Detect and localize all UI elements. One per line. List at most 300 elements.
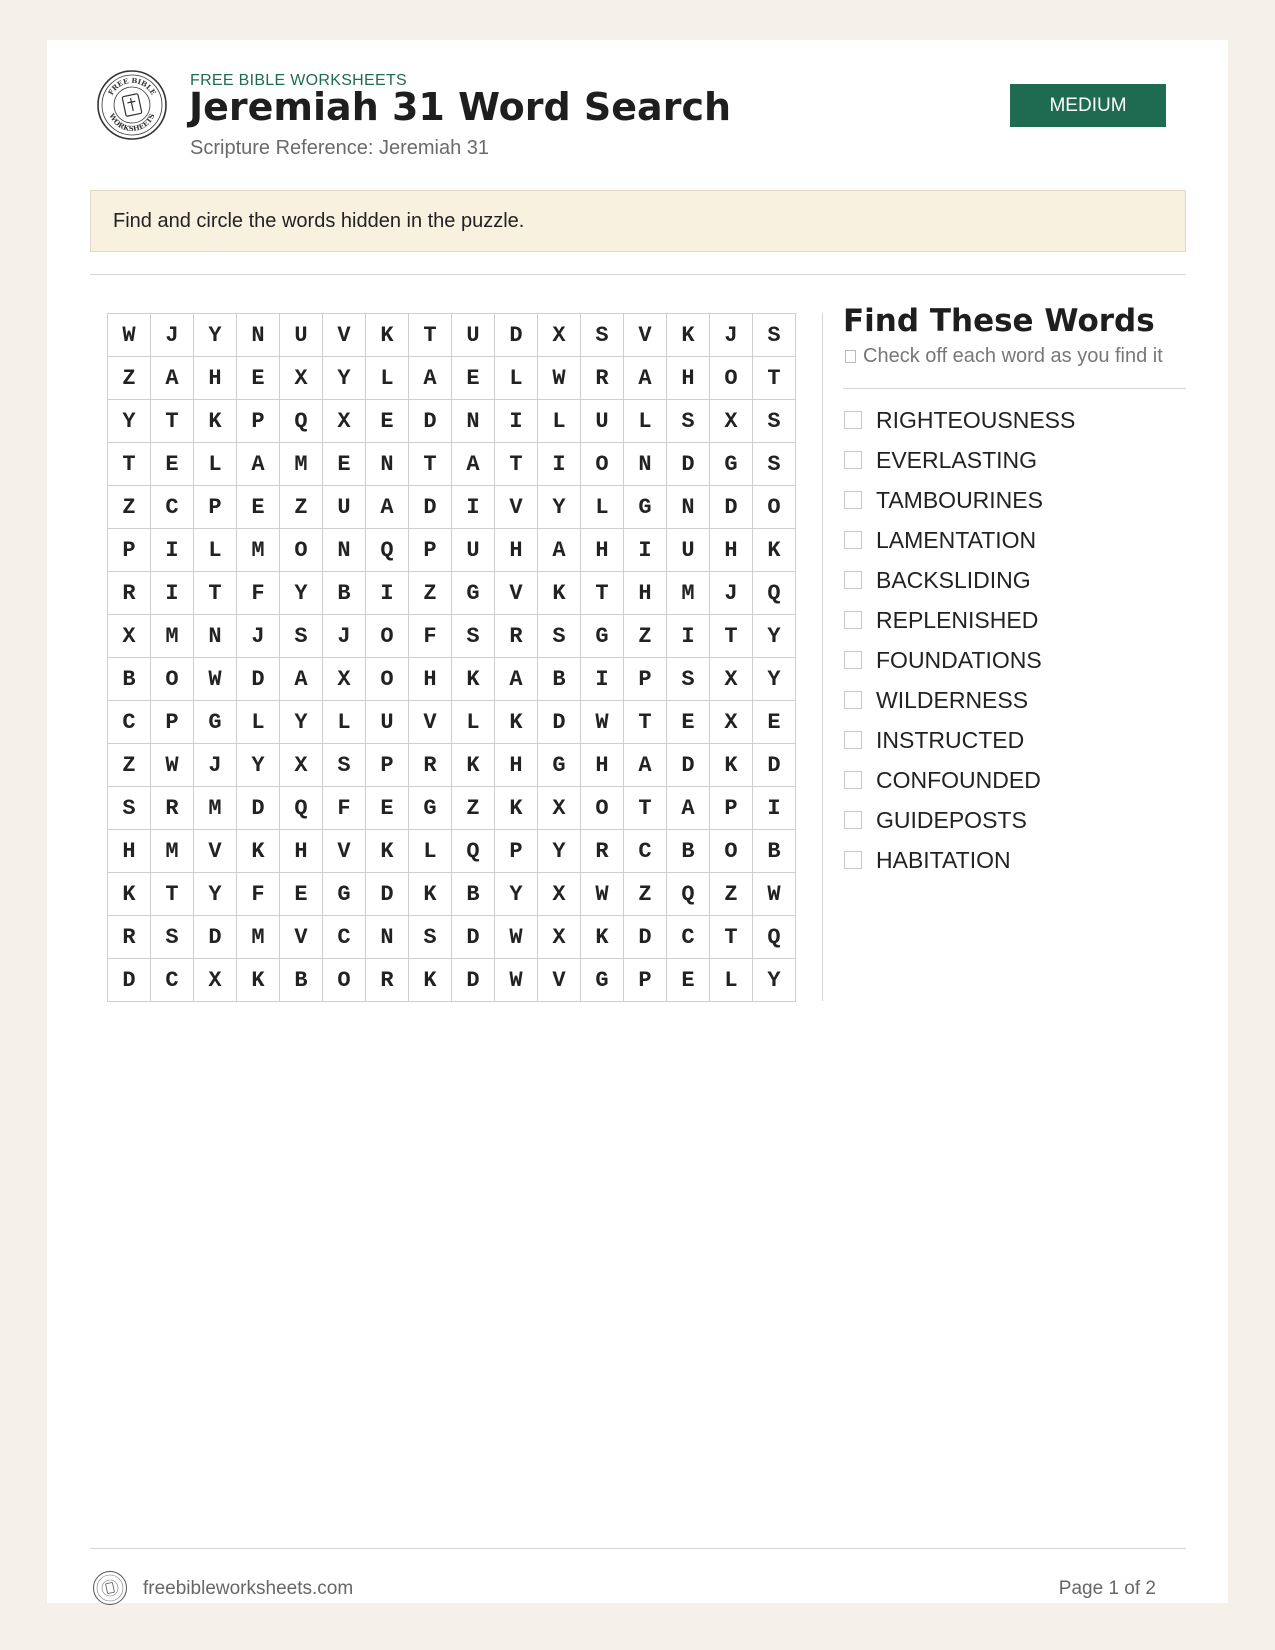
grid-cell[interactable]: A [624, 357, 667, 400]
grid-cell[interactable]: H [194, 357, 237, 400]
grid-cell[interactable]: X [323, 400, 366, 443]
grid-cell[interactable]: W [108, 314, 151, 357]
grid-cell[interactable]: I [495, 400, 538, 443]
grid-cell[interactable]: B [452, 873, 495, 916]
grid-cell[interactable]: G [581, 959, 624, 1002]
word-label: WILDERNESS [876, 686, 1029, 713]
grid-cell[interactable]: B [667, 830, 710, 873]
grid-cell[interactable]: I [151, 529, 194, 572]
grid-cell[interactable]: X [538, 916, 581, 959]
grid-cell[interactable]: K [194, 400, 237, 443]
grid-cell[interactable]: X [710, 400, 753, 443]
grid-cell[interactable]: O [366, 658, 409, 701]
word-list-item[interactable] [844, 640, 1075, 680]
grid-cell[interactable]: K [495, 701, 538, 744]
grid-cell[interactable]: T [624, 787, 667, 830]
word-list-item[interactable] [844, 520, 1075, 560]
grid-cell[interactable]: C [323, 916, 366, 959]
grid-cell[interactable]: G [409, 787, 452, 830]
grid-cell[interactable]: D [667, 744, 710, 787]
grid-cell[interactable]: C [624, 830, 667, 873]
grid-cell[interactable]: Y [280, 572, 323, 615]
grid-cell[interactable]: B [538, 658, 581, 701]
grid-cell[interactable]: M [151, 615, 194, 658]
grid-cell[interactable]: K [667, 314, 710, 357]
grid-cell[interactable]: D [710, 486, 753, 529]
grid-cell[interactable]: X [538, 873, 581, 916]
grid-cell[interactable]: X [538, 314, 581, 357]
grid-cell[interactable]: P [151, 701, 194, 744]
grid-cell[interactable]: O [280, 529, 323, 572]
grid-cell[interactable]: P [710, 787, 753, 830]
grid-cell[interactable]: Y [194, 873, 237, 916]
grid-cell[interactable]: D [237, 787, 280, 830]
brand-name: FREE BIBLE WORKSHEETS [190, 72, 408, 89]
word-search-grid [107, 313, 796, 1002]
grid-cell[interactable]: K [409, 959, 452, 1002]
grid-cell[interactable]: D [495, 314, 538, 357]
grid-cell[interactable]: W [151, 744, 194, 787]
grid-cell[interactable]: H [495, 529, 538, 572]
grid-cell[interactable]: X [280, 744, 323, 787]
word-list-item[interactable] [844, 800, 1075, 840]
grid-cell[interactable]: S [753, 400, 796, 443]
grid-cell[interactable]: B [280, 959, 323, 1002]
grid-cell[interactable]: E [237, 486, 280, 529]
grid-cell[interactable]: G [624, 486, 667, 529]
grid-cell[interactable]: L [194, 529, 237, 572]
grid-row [108, 658, 796, 701]
grid-cell[interactable]: Y [495, 873, 538, 916]
grid-cell[interactable]: O [710, 357, 753, 400]
grid-cell[interactable]: E [753, 701, 796, 744]
grid-cell[interactable]: T [151, 873, 194, 916]
grid-cell[interactable]: U [667, 529, 710, 572]
grid-cell[interactable]: P [108, 529, 151, 572]
grid-cell[interactable]: S [581, 314, 624, 357]
grid-cell[interactable]: P [624, 959, 667, 1002]
grid-cell[interactable]: W [581, 701, 624, 744]
word-checkbox[interactable] [844, 611, 862, 629]
grid-cell[interactable]: M [237, 529, 280, 572]
grid-cell[interactable]: T [495, 443, 538, 486]
grid-cell[interactable]: G [710, 443, 753, 486]
grid-cell[interactable]: M [151, 830, 194, 873]
grid-cell[interactable]: J [710, 572, 753, 615]
grid-cell[interactable]: F [409, 615, 452, 658]
grid-cell[interactable]: S [108, 787, 151, 830]
grid-cell[interactable]: S [538, 615, 581, 658]
grid-cell[interactable]: U [323, 486, 366, 529]
grid-cell[interactable]: A [667, 787, 710, 830]
footer-website: freebibleworksheets.com [143, 1578, 354, 1599]
word-label: BACKSLIDING [876, 566, 1031, 593]
grid-cell[interactable]: L [710, 959, 753, 1002]
grid-cell[interactable]: L [366, 357, 409, 400]
grid-cell[interactable]: Y [538, 830, 581, 873]
grid-cell[interactable]: O [581, 787, 624, 830]
grid-cell[interactable]: Z [624, 615, 667, 658]
grid-cell[interactable]: K [710, 744, 753, 787]
grid-cell[interactable]: P [237, 400, 280, 443]
grid-cell[interactable]: I [581, 658, 624, 701]
grid-cell[interactable]: Q [667, 873, 710, 916]
grid-cell[interactable]: M [280, 443, 323, 486]
grid-cell[interactable]: O [151, 658, 194, 701]
grid-cell[interactable]: V [409, 701, 452, 744]
svg-text:FREE BIBLE: FREE BIBLE [106, 75, 158, 97]
grid-cell[interactable]: S [409, 916, 452, 959]
grid-cell[interactable]: V [280, 916, 323, 959]
grid-cell[interactable]: G [581, 615, 624, 658]
grid-cell[interactable]: S [667, 658, 710, 701]
page-title: Jeremiah 31 Word Search [189, 85, 732, 129]
grid-cell[interactable]: O [710, 830, 753, 873]
word-list-hint [845, 345, 1163, 368]
word-list-item[interactable] [844, 720, 1075, 760]
grid-cell[interactable]: A [151, 357, 194, 400]
word-list-item[interactable] [844, 440, 1075, 480]
grid-cell[interactable]: S [753, 314, 796, 357]
grid-cell[interactable]: A [237, 443, 280, 486]
grid-cell[interactable]: D [452, 916, 495, 959]
grid-cell[interactable]: N [452, 400, 495, 443]
grid-cell[interactable]: X [710, 658, 753, 701]
grid-cell[interactable]: E [323, 443, 366, 486]
grid-cell[interactable]: H [710, 529, 753, 572]
grid-cell[interactable]: Y [108, 400, 151, 443]
grid-cell[interactable]: P [624, 658, 667, 701]
grid-cell[interactable]: B [108, 658, 151, 701]
grid-cell[interactable]: Z [452, 787, 495, 830]
word-checkbox[interactable] [844, 851, 862, 869]
word-list-item[interactable] [844, 400, 1075, 440]
grid-cell[interactable]: O [323, 959, 366, 1002]
grid-cell[interactable]: I [151, 572, 194, 615]
grid-cell[interactable]: H [495, 744, 538, 787]
grid-cell[interactable]: Q [366, 529, 409, 572]
grid-cell[interactable]: E [237, 357, 280, 400]
grid-cell[interactable]: S [667, 400, 710, 443]
grid-cell[interactable]: L [323, 701, 366, 744]
grid-cell[interactable]: H [108, 830, 151, 873]
grid-cell[interactable]: R [366, 959, 409, 1002]
grid-cell[interactable]: M [194, 787, 237, 830]
grid-cell[interactable]: O [753, 486, 796, 529]
grid-cell[interactable]: K [409, 873, 452, 916]
grid-cell[interactable]: L [194, 443, 237, 486]
grid-cell[interactable]: T [710, 615, 753, 658]
grid-row [108, 529, 796, 572]
grid-cell[interactable]: H [280, 830, 323, 873]
grid-cell[interactable]: A [452, 443, 495, 486]
grid-cell[interactable]: U [452, 529, 495, 572]
word-checkbox[interactable] [844, 731, 862, 749]
word-list [844, 400, 1075, 880]
grid-cell[interactable]: D [409, 400, 452, 443]
grid-cell[interactable]: U [581, 400, 624, 443]
grid-cell[interactable]: F [237, 873, 280, 916]
grid-cell[interactable]: H [581, 744, 624, 787]
grid-cell[interactable]: Y [194, 314, 237, 357]
grid-cell[interactable]: L [452, 701, 495, 744]
grid-cell[interactable]: P [409, 529, 452, 572]
word-label: FOUNDATIONS [876, 646, 1042, 673]
grid-cell[interactable]: E [667, 701, 710, 744]
grid-cell[interactable]: T [581, 572, 624, 615]
word-list-item[interactable] [844, 600, 1075, 640]
grid-cell[interactable]: N [667, 486, 710, 529]
grid-cell[interactable]: M [667, 572, 710, 615]
grid-cell[interactable]: U [366, 701, 409, 744]
word-checkbox[interactable] [844, 451, 862, 469]
grid-cell[interactable]: T [151, 400, 194, 443]
grid-cell[interactable]: I [624, 529, 667, 572]
grid-cell[interactable]: D [409, 486, 452, 529]
grid-cell[interactable]: W [495, 959, 538, 1002]
grid-cell[interactable]: A [366, 486, 409, 529]
grid-cell[interactable]: J [710, 314, 753, 357]
grid-cell[interactable]: V [495, 486, 538, 529]
grid-cell[interactable]: V [495, 572, 538, 615]
word-checkbox[interactable] [844, 811, 862, 829]
grid-cell[interactable]: P [495, 830, 538, 873]
grid-cell[interactable]: P [194, 486, 237, 529]
word-label: TAMBOURINES [876, 486, 1043, 513]
grid-cell[interactable]: N [624, 443, 667, 486]
grid-cell[interactable]: R [108, 916, 151, 959]
grid-cell[interactable]: W [581, 873, 624, 916]
word-list-item[interactable] [844, 560, 1075, 600]
grid-cell[interactable]: U [452, 314, 495, 357]
grid-cell[interactable]: F [237, 572, 280, 615]
grid-cell[interactable]: G [538, 744, 581, 787]
grid-cell[interactable]: J [194, 744, 237, 787]
grid-cell[interactable]: H [624, 572, 667, 615]
grid-cell[interactable]: D [237, 658, 280, 701]
grid-cell[interactable]: H [581, 529, 624, 572]
grid-cell[interactable]: R [108, 572, 151, 615]
grid-cell[interactable]: X [710, 701, 753, 744]
grid-cell[interactable]: A [409, 357, 452, 400]
grid-cell[interactable]: E [452, 357, 495, 400]
grid-cell[interactable]: C [667, 916, 710, 959]
grid-cell[interactable]: T [194, 572, 237, 615]
grid-cell[interactable]: Z [108, 486, 151, 529]
grid-cell[interactable]: Z [409, 572, 452, 615]
grid-cell[interactable]: D [108, 959, 151, 1002]
grid-cell[interactable]: Q [280, 400, 323, 443]
grid-cell[interactable]: E [366, 787, 409, 830]
grid-cell[interactable]: R [409, 744, 452, 787]
grid-cell[interactable]: S [323, 744, 366, 787]
grid-cell[interactable]: L [495, 357, 538, 400]
grid-row [108, 572, 796, 615]
grid-cell[interactable]: D [753, 744, 796, 787]
grid-cell[interactable]: K [452, 744, 495, 787]
grid-cell[interactable]: V [323, 830, 366, 873]
grid-row [108, 873, 796, 916]
grid-cell[interactable]: W [194, 658, 237, 701]
grid-cell[interactable]: T [710, 916, 753, 959]
grid-cell[interactable]: X [323, 658, 366, 701]
grid-cell[interactable]: T [753, 357, 796, 400]
grid-cell[interactable]: Q [753, 916, 796, 959]
grid-cell[interactable]: D [538, 701, 581, 744]
grid-cell[interactable]: S [452, 615, 495, 658]
grid-cell[interactable]: I [667, 615, 710, 658]
word-checkbox[interactable] [844, 771, 862, 789]
grid-cell[interactable]: F [323, 787, 366, 830]
grid-cell[interactable]: Q [280, 787, 323, 830]
grid-cell[interactable]: Y [323, 357, 366, 400]
grid-cell[interactable]: I [366, 572, 409, 615]
word-checkbox[interactable] [844, 411, 862, 429]
word-checkbox[interactable] [844, 531, 862, 549]
grid-cell[interactable]: Q [753, 572, 796, 615]
grid-cell[interactable]: A [624, 744, 667, 787]
grid-cell[interactable]: I [452, 486, 495, 529]
grid-cell[interactable]: D [624, 916, 667, 959]
grid-cell[interactable]: V [323, 314, 366, 357]
grid-cell[interactable]: D [452, 959, 495, 1002]
grid-cell[interactable]: X [108, 615, 151, 658]
instructions-box [90, 190, 1186, 252]
grid-cell[interactable]: K [538, 572, 581, 615]
word-label: EVERLASTING [876, 446, 1038, 473]
grid-cell[interactable]: C [108, 701, 151, 744]
header-divider [90, 274, 1186, 275]
grid-cell[interactable]: T [409, 443, 452, 486]
grid-cell[interactable]: G [452, 572, 495, 615]
grid-cell[interactable]: W [753, 873, 796, 916]
grid-cell[interactable]: A [280, 658, 323, 701]
grid-cell[interactable]: Y [753, 959, 796, 1002]
grid-cell[interactable]: Z [280, 486, 323, 529]
grid-cell[interactable]: L [237, 701, 280, 744]
word-list-item[interactable] [844, 480, 1075, 520]
grid-cell[interactable]: K [452, 658, 495, 701]
grid-cell[interactable]: L [409, 830, 452, 873]
grid-cell[interactable]: R [495, 615, 538, 658]
grid-cell[interactable]: C [151, 959, 194, 1002]
word-checkbox[interactable] [844, 691, 862, 709]
grid-cell[interactable]: V [538, 959, 581, 1002]
grid-cell[interactable]: G [194, 701, 237, 744]
word-list-item[interactable] [844, 680, 1075, 720]
word-list-item[interactable] [844, 840, 1075, 880]
grid-cell[interactable]: V [194, 830, 237, 873]
word-checkbox[interactable] [844, 571, 862, 589]
grid-cell[interactable]: E [151, 443, 194, 486]
grid-cell[interactable]: T [108, 443, 151, 486]
grid-cell[interactable]: K [366, 830, 409, 873]
grid-cell[interactable]: Y [538, 486, 581, 529]
grid-cell[interactable]: K [237, 959, 280, 1002]
grid-cell[interactable]: B [753, 830, 796, 873]
grid-cell[interactable]: S [753, 443, 796, 486]
grid-cell[interactable]: I [753, 787, 796, 830]
grid-cell[interactable]: B [323, 572, 366, 615]
grid-cell[interactable]: K [581, 916, 624, 959]
grid-cell[interactable]: W [495, 916, 538, 959]
grid-cell[interactable]: W [538, 357, 581, 400]
grid-cell[interactable]: N [366, 916, 409, 959]
grid-cell[interactable]: E [667, 959, 710, 1002]
grid-cell[interactable]: J [151, 314, 194, 357]
grid-cell[interactable]: X [538, 787, 581, 830]
grid-cell[interactable]: K [366, 314, 409, 357]
grid-cell[interactable]: X [280, 357, 323, 400]
grid-cell[interactable]: Q [452, 830, 495, 873]
grid-cell[interactable]: H [667, 357, 710, 400]
grid-cell[interactable]: E [280, 873, 323, 916]
word-checkbox[interactable] [844, 651, 862, 669]
grid-cell[interactable]: T [409, 314, 452, 357]
grid-cell[interactable]: C [151, 486, 194, 529]
grid-cell[interactable]: Z [710, 873, 753, 916]
grid-cell[interactable]: S [151, 916, 194, 959]
grid-cell[interactable]: N [237, 314, 280, 357]
grid-cell[interactable]: Z [624, 873, 667, 916]
grid-cell[interactable]: O [366, 615, 409, 658]
grid-cell[interactable]: A [538, 529, 581, 572]
grid-cell[interactable]: Y [753, 658, 796, 701]
grid-cell[interactable]: L [538, 400, 581, 443]
grid-cell[interactable]: G [323, 873, 366, 916]
word-list-item[interactable] [844, 760, 1075, 800]
grid-cell[interactable]: N [323, 529, 366, 572]
grid-cell[interactable]: M [237, 916, 280, 959]
grid-cell[interactable]: D [194, 916, 237, 959]
grid-cell[interactable]: L [624, 400, 667, 443]
grid-row [108, 400, 796, 443]
grid-cell[interactable]: K [237, 830, 280, 873]
grid-cell[interactable]: Y [237, 744, 280, 787]
grid-cell[interactable]: P [366, 744, 409, 787]
grid-cell[interactable]: A [495, 658, 538, 701]
grid-cell[interactable]: Z [108, 357, 151, 400]
grid-cell[interactable]: I [538, 443, 581, 486]
grid-cell[interactable]: Y [280, 701, 323, 744]
grid-cell[interactable]: H [409, 658, 452, 701]
word-checkbox[interactable] [844, 491, 862, 509]
grid-cell[interactable]: U [280, 314, 323, 357]
grid-cell[interactable]: N [194, 615, 237, 658]
grid-cell[interactable]: L [581, 486, 624, 529]
grid-cell[interactable]: O [581, 443, 624, 486]
grid-cell[interactable]: D [366, 873, 409, 916]
grid-cell[interactable]: V [624, 314, 667, 357]
grid-cell[interactable]: R [151, 787, 194, 830]
grid-cell[interactable]: Y [753, 615, 796, 658]
grid-cell[interactable]: E [366, 400, 409, 443]
scripture-reference: Scripture Reference: Jeremiah 31 [190, 137, 490, 159]
grid-cell[interactable]: N [366, 443, 409, 486]
grid-cell[interactable]: K [495, 787, 538, 830]
grid-cell[interactable]: K [108, 873, 151, 916]
grid-cell[interactable]: J [237, 615, 280, 658]
grid-cell[interactable]: D [667, 443, 710, 486]
grid-cell[interactable]: Z [108, 744, 151, 787]
grid-cell[interactable]: R [581, 357, 624, 400]
grid-cell[interactable]: X [194, 959, 237, 1002]
grid-cell[interactable]: R [581, 830, 624, 873]
grid-cell[interactable]: K [753, 529, 796, 572]
grid-cell[interactable]: S [280, 615, 323, 658]
grid-cell[interactable]: J [323, 615, 366, 658]
grid-cell[interactable]: T [624, 701, 667, 744]
